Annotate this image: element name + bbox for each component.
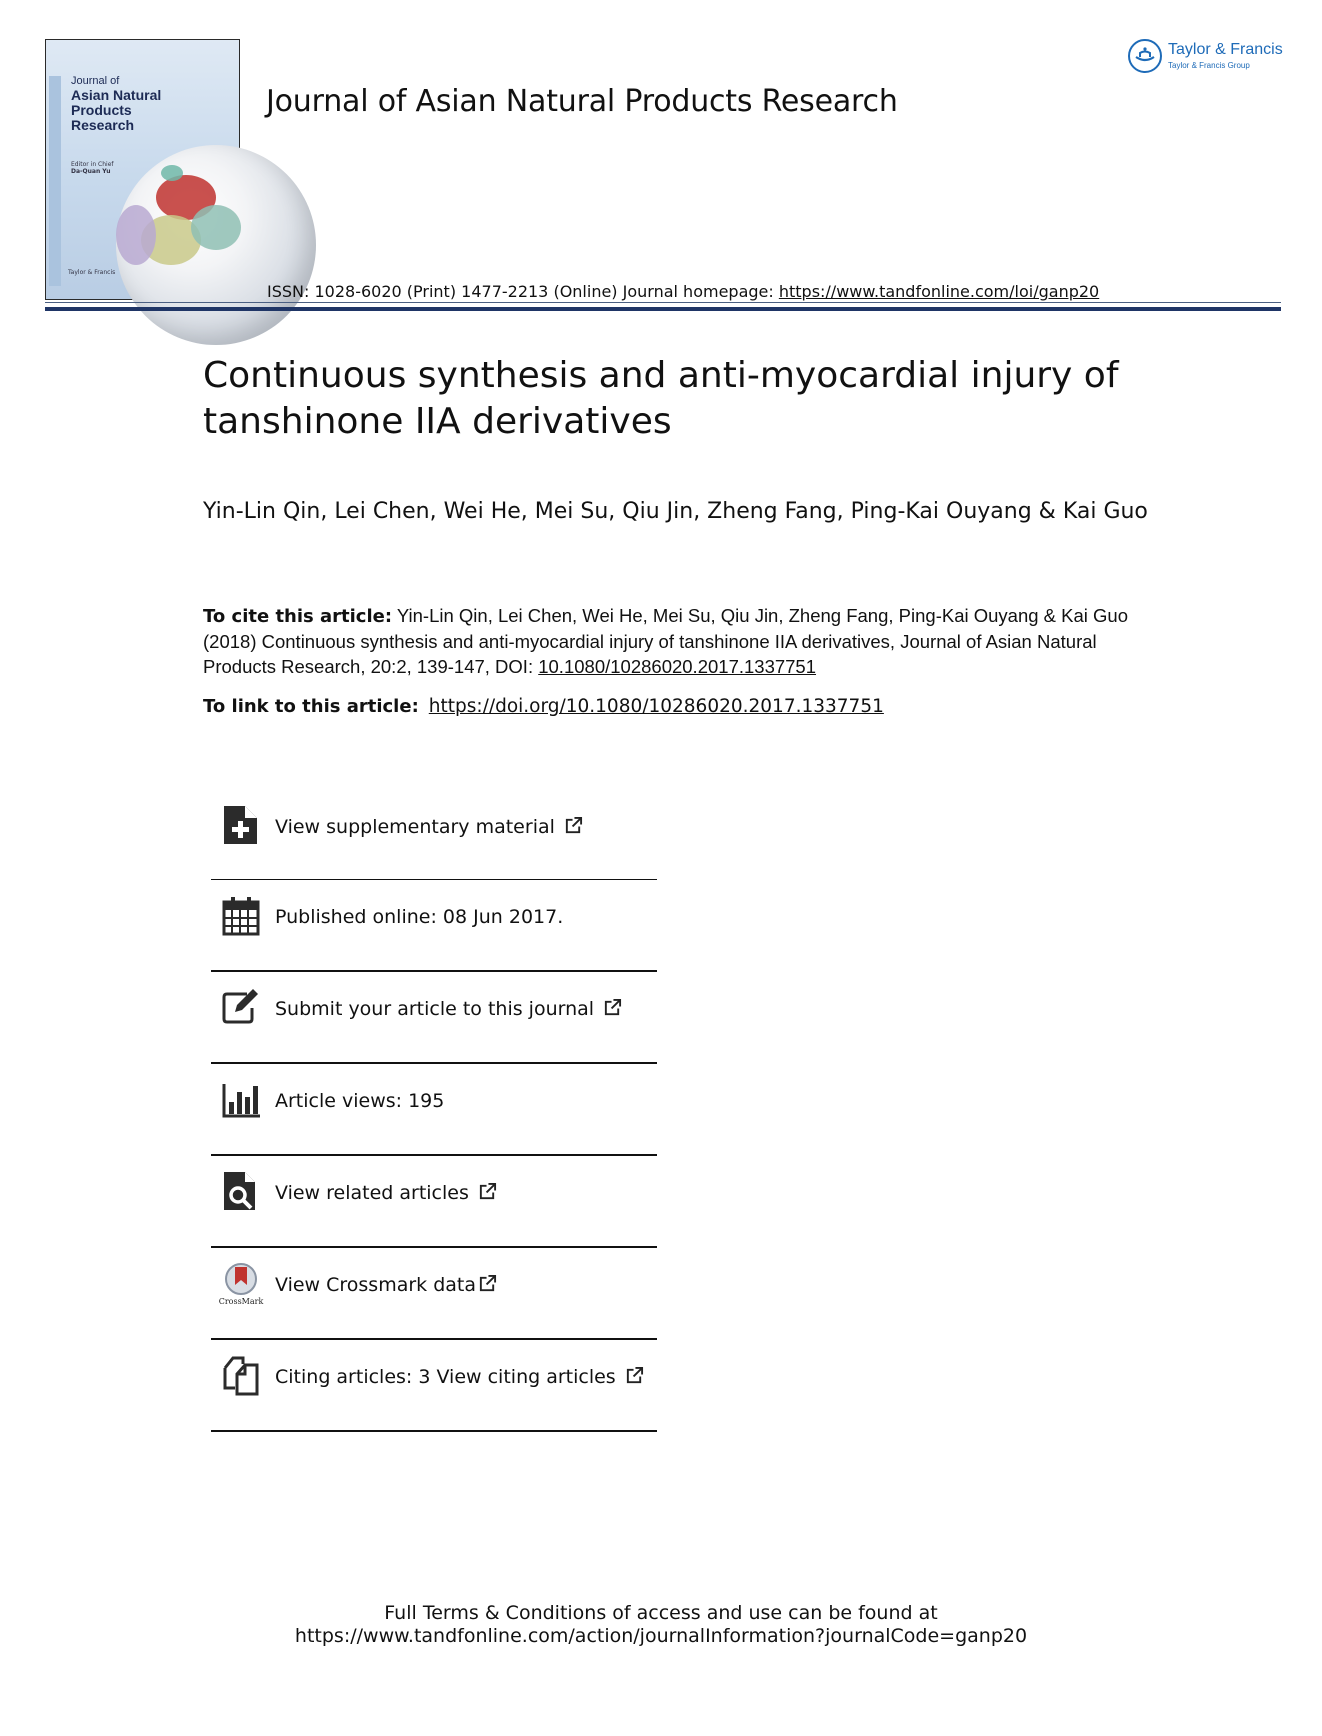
publisher-group: Taylor & Francis Group — [1168, 61, 1250, 70]
cover-title-line: Asian Natural — [71, 86, 162, 103]
file-plus-icon — [221, 804, 261, 848]
cover-title — [71, 76, 211, 133]
info-row-text — [275, 1366, 644, 1388]
header-divider — [45, 307, 1281, 311]
cover-title-line: Journal of — [71, 75, 120, 87]
article-views-row — [211, 1064, 657, 1156]
published-online-text: Published online: 08 Jun 2017. — [275, 906, 564, 928]
external-link-icon — [478, 1182, 497, 1201]
calendar-icon — [221, 894, 261, 938]
cover-globe-illustration — [116, 145, 316, 345]
article-title: Continuous synthesis and anti-myocardial injury of tanshinone IIA derivatives — [203, 355, 1119, 442]
info-row-text — [275, 1274, 497, 1296]
article-views-text: Article views: 195 — [275, 1090, 445, 1112]
search-doc-icon — [221, 1170, 261, 1214]
cover-editor — [71, 161, 114, 175]
external-link-icon — [478, 1274, 497, 1293]
related-articles-label: View related articles — [275, 1182, 469, 1204]
related-articles-row[interactable] — [211, 1156, 657, 1248]
crossmark-row[interactable] — [211, 1248, 657, 1340]
publisher-logo[interactable] — [1128, 39, 1298, 79]
copy-icon — [221, 1354, 261, 1398]
issn-line — [267, 282, 1099, 301]
journal-cover-image — [45, 39, 240, 300]
citation-label: To cite this article: — [203, 606, 393, 627]
citation-text: Yin-Lin Qin, Lei Chen, Wei He, Mei Su, Qiu Jin, Zheng Fang, Ping-Kai Ouyang & Kai Guo (2018) Continuous synthesis and anti-myocardial injury of tanshinone IIA derivatives, Journal of Asian Natural Products Research, 20:2, 139-147, DOI: — [203, 605, 1128, 677]
citing-articles-row[interactable] — [211, 1340, 657, 1432]
header-divider-thin — [45, 302, 1281, 303]
journal-title: Journal of Asian Natural Products Research — [266, 84, 898, 119]
crossmark-icon-label: CrossMark — [218, 1297, 264, 1306]
submit-article-label: Submit your article to this journal — [275, 998, 595, 1020]
terms-line: Full Terms & Conditions of access and use can be found at — [384, 1602, 938, 1624]
info-row-text — [275, 998, 622, 1020]
external-link-icon — [564, 816, 583, 835]
crossmark-icon — [218, 1262, 264, 1306]
citation-block — [203, 603, 1143, 679]
cover-title-line: Research — [71, 117, 135, 134]
terms-url[interactable]: https://www.tandfonline.com/action/journalInformation?journalCode=ganp20 — [294, 1625, 1028, 1647]
submit-article-row[interactable] — [211, 972, 657, 1064]
external-link-icon — [603, 998, 622, 1017]
article-doi-link[interactable]: https://doi.org/10.1080/10286020.2017.1337751 — [428, 696, 884, 717]
supplementary-material-row[interactable] — [211, 790, 657, 880]
cover-title-line: Products — [71, 101, 132, 118]
cover-editor-name: Da-Quan Yu — [71, 168, 111, 176]
cover-editor-label: Editor in Chief — [71, 161, 114, 168]
journal-homepage-link[interactable]: https://www.tandfonline.com/loi/ganp20 — [778, 282, 1100, 301]
citing-articles-label: Citing articles: 3 View citing articles — [275, 1366, 616, 1388]
bar-chart-icon — [221, 1078, 261, 1122]
published-online-row — [211, 880, 657, 972]
edit-icon — [221, 986, 261, 1030]
article-authors: Yin-Lin Qin, Lei Chen, Wei He, Mei Su, Qiu Jin, Zheng Fang, Ping-Kai Ouyang & Kai Guo — [203, 499, 1148, 524]
info-row-text — [275, 1182, 497, 1204]
terms-footer — [0, 1602, 1322, 1648]
publisher-logo-icon — [1128, 39, 1162, 73]
issn-text: ISSN: 1028-6020 (Print) 1477-2213 (Online) Journal homepage: — [267, 282, 779, 301]
supplementary-material-label: View supplementary material — [275, 816, 555, 838]
cover-publisher: Taylor & Francis — [68, 269, 116, 276]
article-link-label: To link to this article: — [203, 696, 419, 717]
external-link-icon — [625, 1366, 644, 1385]
crossmark-label: View Crossmark data — [275, 1274, 477, 1296]
article-link-line — [203, 696, 884, 717]
article-info-list — [211, 790, 657, 1432]
cover-spine — [49, 76, 61, 286]
info-row-text — [275, 816, 583, 838]
publisher-name: Taylor & Francis — [1168, 41, 1283, 58]
citation-doi-link[interactable]: 10.1080/10286020.2017.1337751 — [538, 656, 817, 677]
